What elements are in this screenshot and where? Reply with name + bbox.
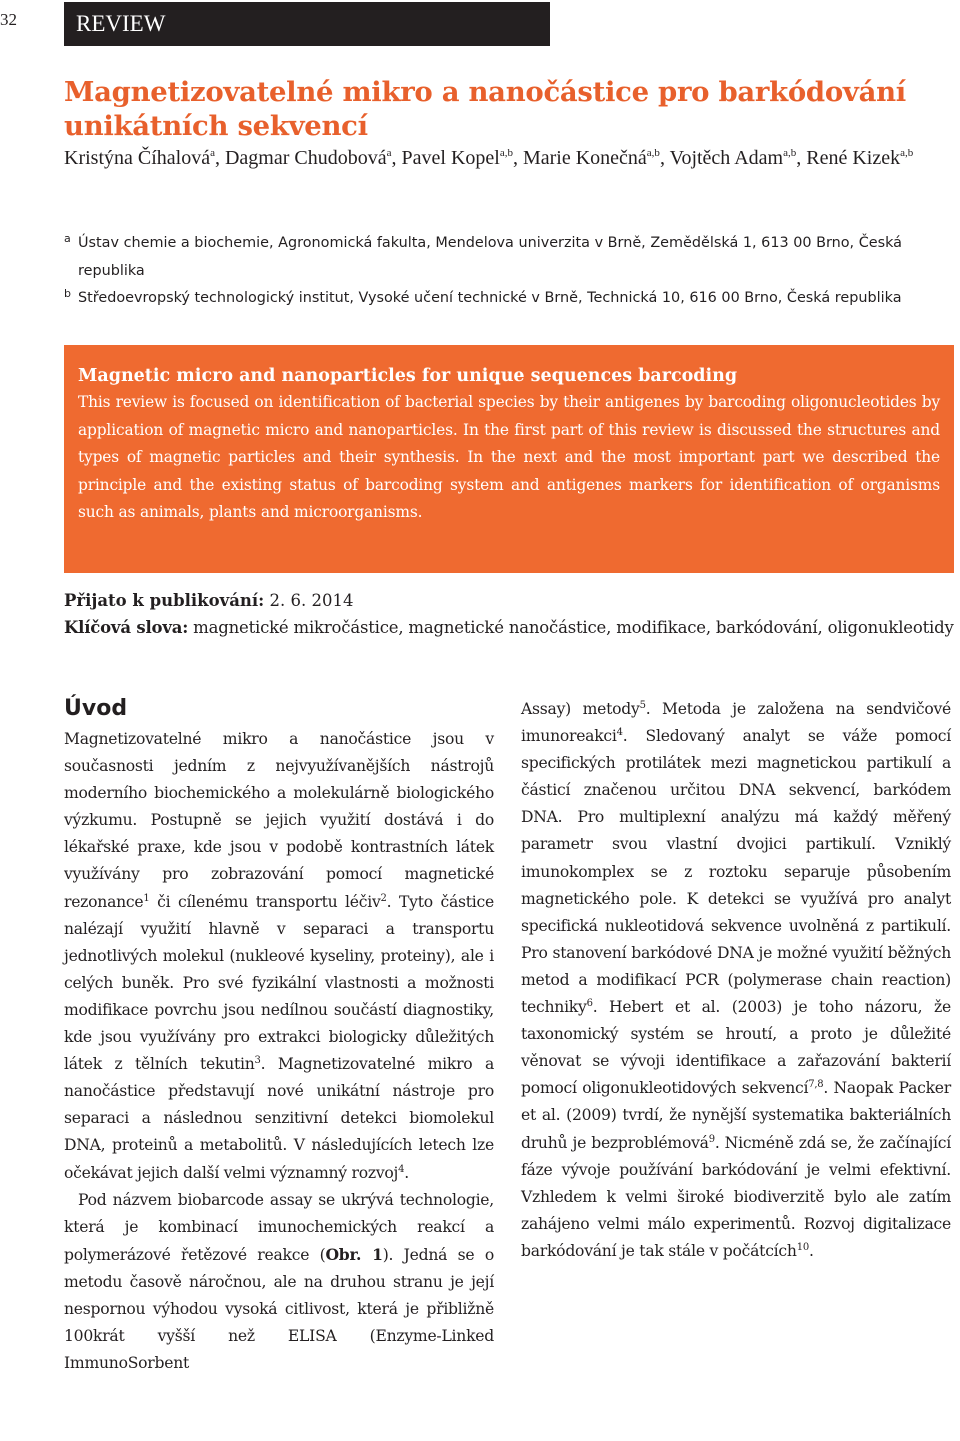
body-paragraph [64, 1187, 494, 1378]
citation-number: 3 [254, 1055, 261, 1067]
text-run: . Hebert et al. (2003) je toho názoru, že taxonomický systém se hroutí, a proto je důležité věnovat se vývoji identifikace a zařazování bakterií pomocí oligonukleotidových sekvencí [521, 998, 951, 1098]
affiliation-item [64, 230, 954, 285]
section-heading: Úvod [64, 696, 128, 721]
author-separator: , [214, 147, 225, 169]
affiliations [64, 230, 954, 313]
author-name: Kristýna Číhalová [64, 147, 211, 169]
citation-number: 4 [398, 1163, 405, 1175]
author-name: René Kizek [806, 147, 901, 169]
body-paragraph [64, 726, 494, 1187]
abstract-box [64, 345, 954, 573]
author-separator: , [512, 147, 523, 169]
text-run: . Tyto částice nalézají využití hlavně v separaci a transportu jednotlivých molekul (nukleové kyseliny, proteiny), ale i celých buněk. Pro své fyzikální vlastnosti a možnosti modifikace povrchu jsou nedílnou součástí diagnostiky, kde jsou využívány pro extrakci biologicky důležitých látek z tělních tekutin [64, 892, 495, 1074]
abstract-text: This review is focused on identification of bacterial species by their antigenes by barcoding oligonucleotides by application of magnetic micro and nanoparticles. In the first part of this review is discussed the structures and types of magnetic particles and their synthesis. In the next and the most important part we described the principle and the existing status of barcoding system and antigenes markers for identification of organisms such as animals, plants and microorganisms. [78, 393, 940, 522]
author-name: Pavel Kopel [401, 147, 500, 169]
keywords-label: Klíčová slova: [64, 618, 189, 637]
text-run: Magnetizovatelné mikro a nanočástice jsou v současnosti jedním z nejvyužívanějších nástrojů moderního biochemického a molekulárně biologického výzkumu. Postupně se jejich využití dostává i do lékařské praxe, kde jsou v podobě kontrastních látek využívány pro zobrazování pomocí magnetické rezonance [64, 730, 494, 911]
text-run: . Metoda je založena na sendvičové imunoreakci [521, 700, 951, 746]
text-run: . Naopak Packer et al. (2009) tvrdí, že nynější systematika bakteriálních druhů je bezproblémová [521, 1079, 951, 1152]
citation-number: 1 [143, 892, 150, 904]
received-label: Přijato k publikování: [64, 591, 265, 610]
author-affiliation-mark: a,b [900, 147, 914, 159]
body-column-left [64, 692, 494, 1377]
author-name: Vojtěch Adam [669, 147, 784, 169]
author-separator: , [391, 147, 402, 169]
author-affiliation-mark: a,b [783, 147, 797, 159]
text-run: . Sledovaný analyt se váže pomocí specifických protilátek mezi magnetickou partikulí a částicí značenou určitou DNA sekvencí, barkódem DNA. Pro multiplexní analýzu má každý měřený parametr svou vlastní dvojici partikulí. Vzniklý imunokomplex se z roztoku separuje působením magnetického pole. K detekci se využívá pro analyt specifická nukleotidová sekvence uvolněná z partikulí. Pro stanovení barkódové DNA je možné využití běžných metod a modifikací PCR (polymerase chain reaction) techniky [521, 727, 951, 1017]
page-number: 32 [0, 10, 17, 29]
author-affiliation-mark: a [386, 147, 392, 159]
keywords-line [64, 614, 954, 641]
figure-reference: Obr. 1 [325, 1244, 383, 1264]
text-run: . Magnetizovatelné mikro a nanočástice představují nové unikátní nástroje pro separaci a následnou senzitivní detekci biomolekul DNA, proteinů a metabolitů. V následujících letech lze očekávat jejich další velmi významný rozvoj [64, 1055, 494, 1182]
author-name: Dagmar Chudobová [224, 147, 387, 169]
text-run: Assay) metody [521, 700, 640, 718]
keywords-text: magnetické mikročástice, magnetické nanočástice, modifikace, barkódování, oligonukleotidy [188, 618, 954, 637]
text-run: . [404, 1163, 409, 1182]
affiliation-item [64, 285, 954, 313]
affiliation-text: Ústav chemie a biochemie, Agronomická fakulta, Mendelova univerzita v Brně, Zemědělská 1, 613 00 Brno, Česká republika [78, 235, 902, 279]
body-column-right [521, 696, 951, 1265]
text-run: ). Jedná se o metodu časově náročnou, ale na druhou stranu je její nespornou výhodou vysoká citlivost, která je přibližně 100krát vyšší než ELISA (Enzyme-Linked ImmunoSorbent [64, 1245, 494, 1373]
citation-number: 9 [708, 1133, 715, 1145]
author-name: Marie Konečná [522, 147, 647, 169]
section-label: REVIEW [64, 2, 550, 46]
citation-number: 2 [380, 892, 387, 904]
author-separator: , [796, 147, 807, 169]
received-date-line [64, 588, 353, 614]
body-paragraph [521, 696, 951, 1265]
text-run: či cílenému transportu léčiv [149, 892, 381, 911]
citation-number: 5 [639, 700, 646, 711]
citation-number: 6 [586, 998, 593, 1010]
affiliation-mark: b [64, 287, 71, 300]
affiliation-mark: a [64, 232, 71, 245]
text-run: . [808, 1241, 814, 1260]
article-title: Magnetizovatelné mikro a nanočástice pro barkódování unikátních sekvencí [64, 76, 906, 142]
text-run: . Nicméně zdá se, že začínající fáze vývoje používání barkódování je velmi efektivní. Vzhledem k velmi široké biodiverzitě bylo ale zatím zahájeno velmi málo experimentů. Rozvoj digitalizace barkódování je tak stále v počátcích [521, 1133, 951, 1260]
received-date: 2. 6. 2014 [264, 591, 354, 610]
author-affiliation-mark: a [210, 147, 215, 159]
citation-number: 10 [796, 1241, 809, 1253]
citation-number: 4 [616, 727, 623, 739]
author-affiliation-mark: a,b [499, 147, 513, 159]
affiliation-text: Středoevropský technologický institut, Vysoké učení technické v Brně, Technická 10, 616 00 Brno, Česká republika [78, 290, 902, 306]
author-separator: , [659, 147, 670, 169]
author-list [64, 145, 954, 171]
author-affiliation-mark: a,b [646, 147, 660, 159]
citation-number: 7,8 [808, 1079, 824, 1091]
text-run: Pod názvem biobarcode assay se ukrývá technologie, která je kombinací imunochemických reakcí a polymerázové řetězové reakce ( [64, 1190, 494, 1264]
abstract-title: Magnetic micro and nanoparticles for unique sequences barcoding [78, 366, 738, 386]
